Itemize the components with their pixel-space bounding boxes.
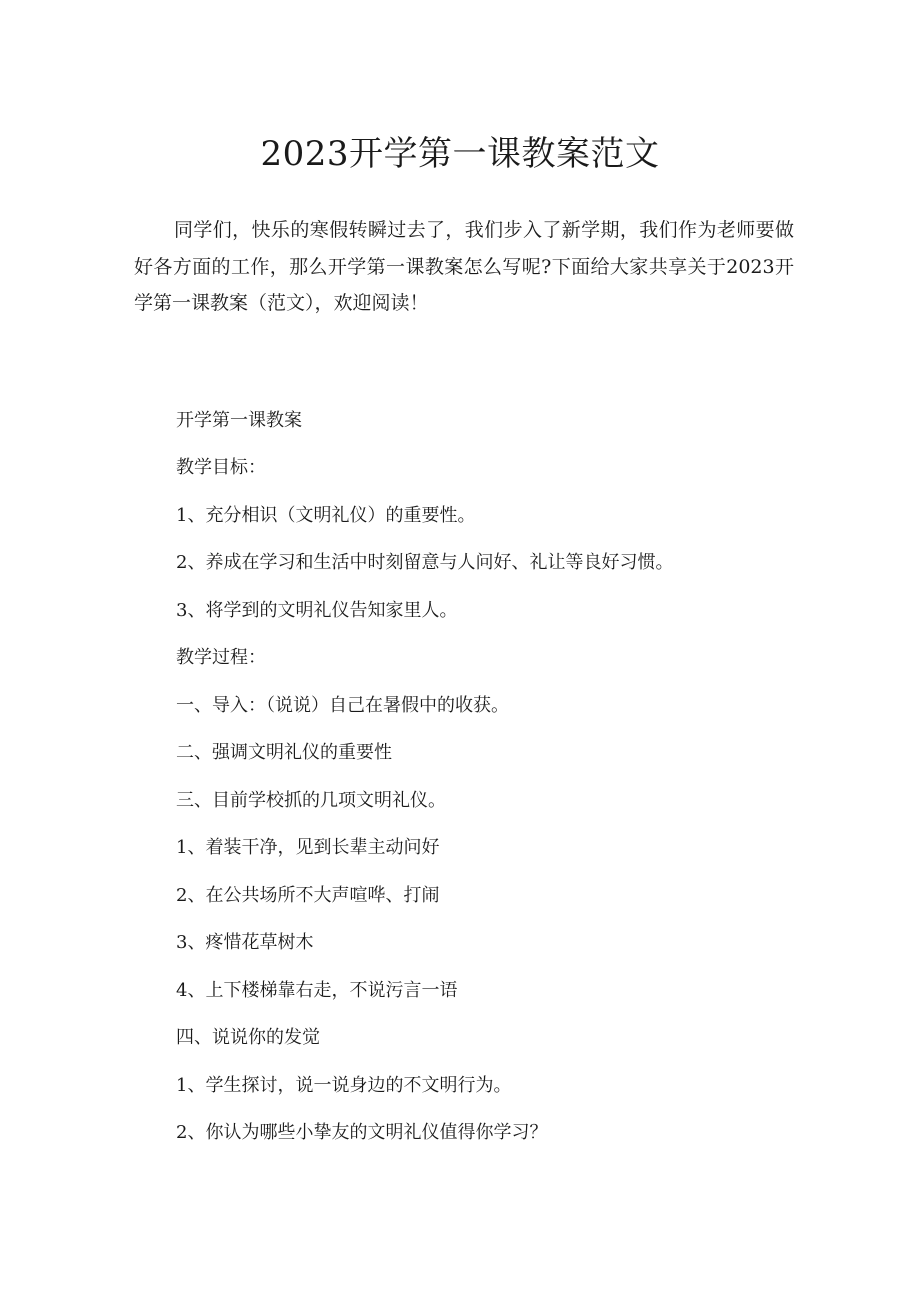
etiquette-item-4: 4、上下楼梯靠右走，不说污言一语 [176, 980, 458, 1001]
process-step-1: 一、导入：（说说）自己在暑假中的收获。 [176, 695, 509, 716]
goal-item-1: 1、充分相识（文明礼仪）的重要性。 [176, 505, 476, 526]
teaching-process-heading: 教学过程： [176, 647, 266, 668]
process-step-4: 四、说说你的发觉 [176, 1027, 320, 1048]
teaching-goals-heading: 教学目标： [176, 457, 266, 478]
discussion-item-1: 1、学生探讨，说一说身边的不文明行为。 [176, 1075, 512, 1096]
etiquette-item-1: 1、着装干净，见到长辈主动问好 [176, 837, 440, 858]
etiquette-item-2: 2、在公共场所不大声喧哗、打闹 [176, 885, 440, 906]
goal-item-3: 3、将学到的文明礼仪告知家里人。 [176, 600, 458, 621]
discussion-item-2: 2、你认为哪些小挚友的文明礼仪值得你学习？ [176, 1122, 548, 1143]
etiquette-item-3: 3、疼惜花草树木 [176, 932, 314, 953]
process-step-2: 二、强调文明礼仪的重要性 [176, 742, 392, 763]
process-step-3: 三、目前学校抓的几项文明礼仪。 [176, 790, 446, 811]
section-heading: 开学第一课教案 [176, 410, 302, 431]
intro-paragraph: 同学们，快乐的寒假转瞬过去了，我们步入了新学期，我们作为老师要做好各方面的工作，那么开学第一课教案怎么写呢?下面给大家共享关于2023开学第一课教案（范文），欢迎阅读！ [134, 219, 794, 314]
document-title: 2023开学第一课教案范文 [260, 134, 660, 174]
goal-item-2: 2、养成在学习和生活中时刻留意与人问好、礼让等良好习惯。 [176, 552, 674, 573]
